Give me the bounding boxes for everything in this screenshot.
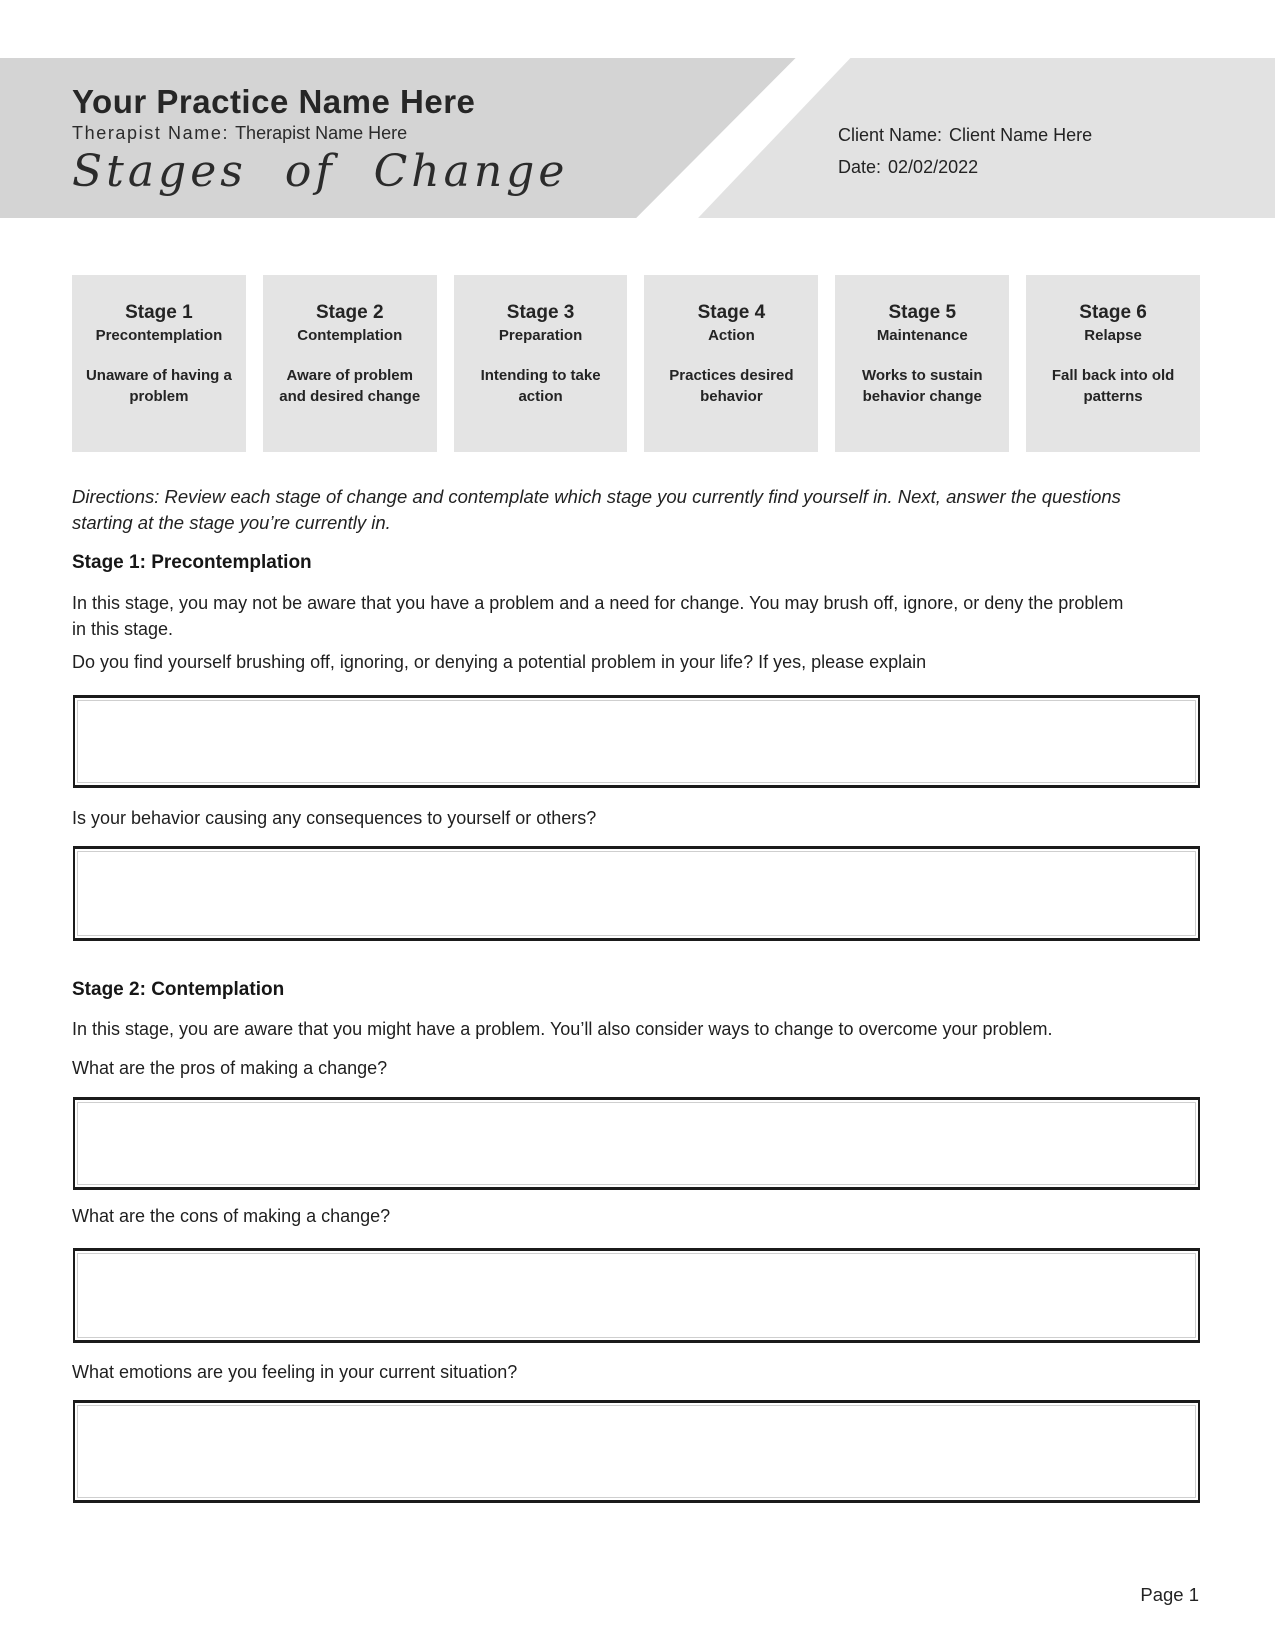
question-2-label: Is your behavior causing any consequences to yourself or others?: [72, 808, 597, 828]
stage-card-subtitle: Precontemplation: [95, 327, 223, 344]
answer-box-2[interactable]: [73, 846, 1200, 941]
directions-text: Directions: Review each stage of change and contemplate which stage you currently find yourself in. Next, answer the questions starting at the stage you’re currently in.: [72, 486, 1121, 533]
therapist-name-value: Therapist Name Here: [235, 123, 408, 143]
client-name-label: Client Name:: [838, 125, 943, 145]
answer-box-1[interactable]: [73, 695, 1200, 788]
stage-card-description: Aware of problem and desired change: [279, 367, 421, 406]
stage-card-description: Intending to take action: [480, 367, 601, 406]
stage-card-description: Works to sustain behavior change: [861, 367, 983, 406]
stage-card-description: Unaware of having a problem: [85, 367, 232, 406]
worksheet-title: Stages of Change: [72, 146, 569, 197]
stage-card-subtitle: Action: [708, 327, 755, 344]
question-4-label: What are the cons of making a change?: [72, 1206, 391, 1226]
stage-card-title: Stage 4: [697, 302, 766, 323]
stage-card-subtitle: Maintenance: [876, 327, 968, 344]
section-1-description: In this stage, you may not be aware that you have a problem and a need for change. You may brush off, ignore, or deny the problem in this stage.: [72, 593, 1124, 639]
stage-card-subtitle: Relapse: [1084, 327, 1142, 344]
answer-box-5[interactable]: [73, 1400, 1200, 1503]
stage-cards-row: [72, 275, 1200, 452]
stage-card-subtitle: Preparation: [498, 327, 583, 344]
question-3-label: What are the pros of making a change?: [72, 1058, 388, 1078]
stage-card-title: Stage 1: [125, 302, 193, 323]
section-1-heading: Stage 1: Precontemplation: [72, 552, 312, 573]
practice-name: Your Practice Name Here: [72, 83, 476, 120]
stage-card-1: [72, 275, 246, 452]
section-2-heading: Stage 2: Contemplation: [72, 979, 285, 1000]
therapist-name-label: Therapist Name:: [72, 123, 230, 143]
answer-box-3[interactable]: [73, 1097, 1200, 1190]
page-number: Page 1: [1140, 1584, 1199, 1605]
stage-card-description: Practices desired behavior: [669, 367, 794, 406]
question-1-label: Do you find yourself brushing off, ignoring, or denying a potential problem in your life? If yes, please explain: [72, 652, 927, 672]
date-value: 02/02/2022: [888, 157, 979, 177]
stage-card-3: [454, 275, 628, 452]
section-2-description: In this stage, you are aware that you might have a problem. You’ll also consider ways to change to overcome your problem.: [72, 1019, 1053, 1039]
stage-card-2: [263, 275, 437, 452]
stage-card-title: Stage 3: [506, 302, 575, 323]
answer-box-4[interactable]: [73, 1248, 1200, 1343]
stage-card-title: Stage 2: [315, 302, 384, 323]
stage-card-title: Stage 5: [888, 302, 957, 323]
therapist-name-line: [72, 123, 407, 144]
stage-card-description: Fall back into old patterns: [1051, 367, 1175, 406]
client-name-line: [838, 125, 1092, 146]
stage-card-4: [644, 275, 818, 452]
question-5-label: What emotions are you feeling in your current situation?: [72, 1362, 518, 1382]
date-line: [838, 157, 978, 178]
stage-card-subtitle: Contemplation: [297, 327, 403, 344]
date-label: Date:: [838, 157, 882, 177]
stage-card-title: Stage 6: [1079, 302, 1147, 323]
stage-card-5: [835, 275, 1009, 452]
stage-card-6: [1026, 275, 1200, 452]
client-name-value: Client Name Here: [949, 125, 1093, 145]
